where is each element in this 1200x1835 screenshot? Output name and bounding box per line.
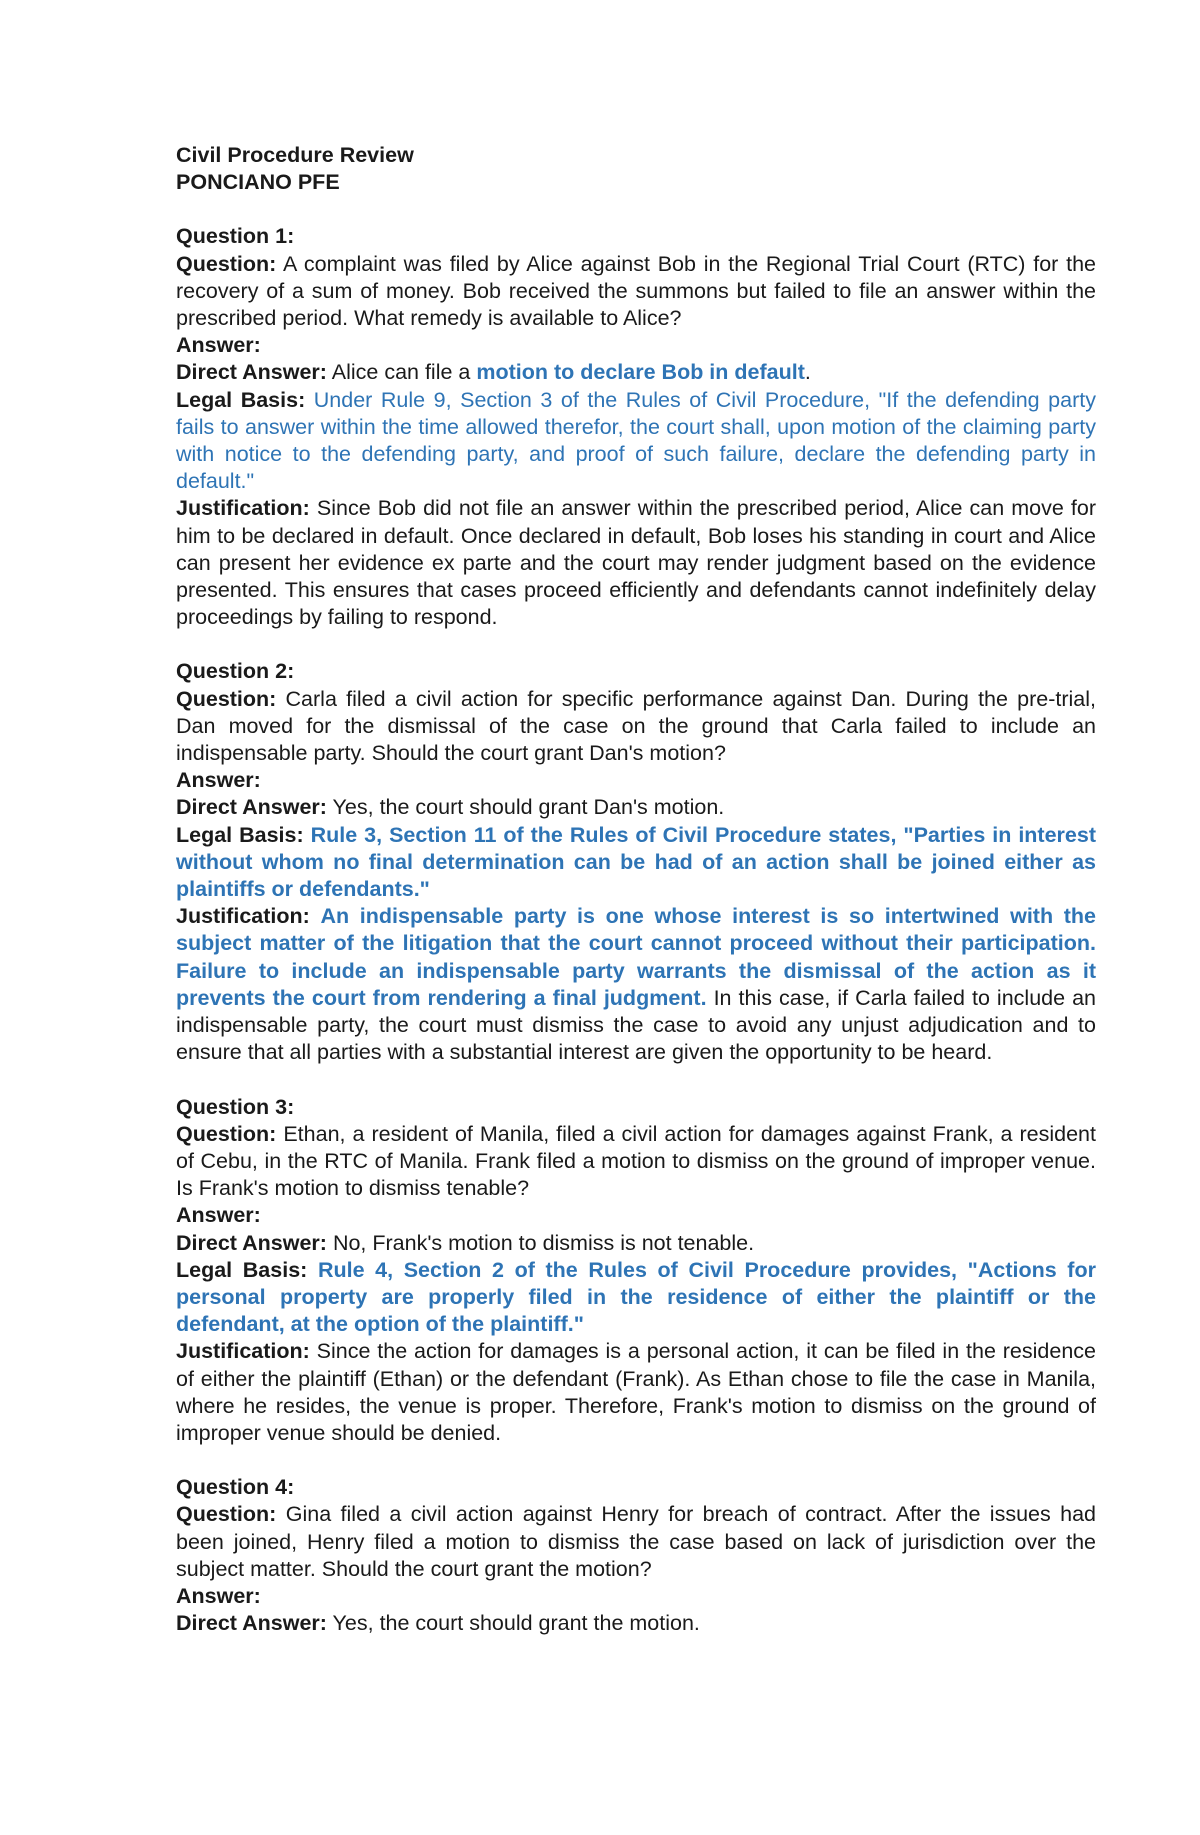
justification-text: Since the action for damages is a personal action, it can be filed in the residence of either the plaintiff (Ethan) or the defendant (Frank). As Ethan chose to file the case in Manila, where he resides, the venue is proper. Therefore, Frank's motion to dismiss on the ground of improper venue should be denied. (176, 1339, 1096, 1445)
justification-text: Since Bob did not file an answer within the prescribed period, Alice can move for him to be declared in default. Once declared in default, Bob loses his standing in court and Alice can present her evidence ex parte and the court may render judgment based on the evidence presented. This ensures that cases proceed efficiently and defendants cannot indefinitely delay proceedings by failing to respond. (176, 496, 1096, 630)
question-body: Ethan, a resident of Manila, filed a civil action for damages against Frank, a resident of Cebu, in the RTC of Manila. Frank filed a motion to dismiss on the ground of improper venue. Is Frank's motion to dismiss tenable? (176, 1121, 1096, 1201)
question-label: Question: (176, 686, 277, 711)
direct-answer-label: Direct Answer: (176, 360, 327, 385)
justification (176, 903, 1096, 1066)
question-body: Carla filed a civil action for specific performance against Dan. During the pre-trial, Dan moved for the dismissal of the case on the ground that Carla failed to include an indispensable party. Should the court grant Dan's motion? (176, 686, 1096, 766)
question-label: Question: (176, 251, 277, 276)
question-text (176, 251, 1096, 333)
direct-answer-emphasis: motion to declare Bob in default (476, 360, 805, 385)
question-block-2 (176, 658, 1096, 1066)
legal-basis-text: Under Rule 9, Section 3 of the Rules of Civil Procedure, "If the defending party fails to answer within the time allowed therefor, the court shall, upon motion of the claiming party with notice to the defending party, and proof of such failure, declare the defending party in default." (176, 387, 1096, 494)
direct-answer (176, 1610, 1096, 1637)
direct-answer-text: Yes, the court should grant Dan's motion. (332, 795, 725, 820)
direct-answer (176, 359, 1096, 386)
answer-label: Answer: (176, 1203, 261, 1228)
legal-basis-label: Legal Basis: (176, 387, 306, 412)
legal-basis (176, 1257, 1096, 1339)
direct-answer-label: Direct Answer: (176, 1611, 327, 1636)
legal-basis (176, 387, 1096, 496)
direct-answer (176, 1230, 1096, 1257)
direct-answer-label: Direct Answer: (176, 795, 327, 820)
question-block-4 (176, 1474, 1096, 1637)
document-author: PONCIANO PFE (176, 170, 340, 195)
justification-label: Justification: (176, 1339, 310, 1364)
question-body: Gina filed a civil action against Henry for breach of contract. After the issues had been joined, Henry filed a motion to dismiss the case based on lack of jurisdiction over the subject matter. Should the court grant the motion? (176, 1502, 1096, 1581)
legal-basis-label: Legal Basis: (176, 1257, 308, 1282)
direct-answer-text: Yes, the court should grant the motion. (332, 1611, 700, 1636)
direct-answer (176, 794, 1096, 821)
document-header (176, 142, 1096, 196)
answer-label: Answer: (176, 333, 261, 358)
question-text (176, 1121, 1096, 1203)
justification-text: In this case, if Carla failed to include an indispensable party, the court must dismiss the case to avoid any unjust adjudication and to ensure that all parties with a substantial interest are given the opportunity to be heard. (176, 985, 1096, 1065)
question-label: Question: (176, 1121, 277, 1146)
justification-emphasis: An indispensable party is one whose interest is so intertwined with the subject matter of the litigation that the court cannot proceed without their participation. Failure to include an indispensable party warrants the dismissal of the action as it prevents the court from rendering a final judgment. (176, 904, 1096, 1010)
legal-basis-text: Rule 3, Section 11 of the Rules of Civil Procedure states, "Parties in interest without whom no final determination can be had of an action shall be joined either as plaintiffs or defendants." (176, 822, 1096, 902)
direct-answer-text: No, Frank's motion to dismiss is not tenable. (332, 1230, 755, 1255)
question-heading: Question 2: (176, 659, 295, 684)
question-body: A complaint was filed by Alice against Bob in the Regional Trial Court (RTC) for the recovery of a sum of money. Bob received the summons but failed to file an answer within the prescribed period. What remedy is available to Alice? (176, 251, 1096, 331)
question-label: Question: (176, 1502, 277, 1527)
question-block-1 (176, 223, 1096, 631)
justification (176, 1338, 1096, 1447)
direct-answer-end: . (804, 360, 811, 385)
question-heading: Question 4: (176, 1475, 295, 1500)
document-title: Civil Procedure Review (176, 143, 414, 167)
justification-label: Justification: (176, 496, 310, 521)
question-text (176, 686, 1096, 768)
question-heading: Question 1: (176, 224, 295, 249)
question-text (176, 1501, 1096, 1583)
direct-answer-label: Direct Answer: (176, 1230, 327, 1255)
legal-basis (176, 822, 1096, 904)
answer-label: Answer: (176, 1583, 261, 1608)
justification (176, 495, 1096, 631)
direct-answer-text: Alice can file a (331, 360, 471, 385)
document-page (176, 142, 1096, 1664)
justification-label: Justification: (176, 904, 310, 929)
legal-basis-label: Legal Basis: (176, 822, 304, 847)
legal-basis-text: Rule 4, Section 2 of the Rules of Civil Procedure provides, "Actions for personal property are properly filed in the residence of either the plaintiff or the defendant, at the option of the plaintiff." (176, 1257, 1096, 1337)
answer-label: Answer: (176, 768, 261, 793)
question-heading: Question 3: (176, 1094, 295, 1119)
question-block-3 (176, 1094, 1096, 1448)
